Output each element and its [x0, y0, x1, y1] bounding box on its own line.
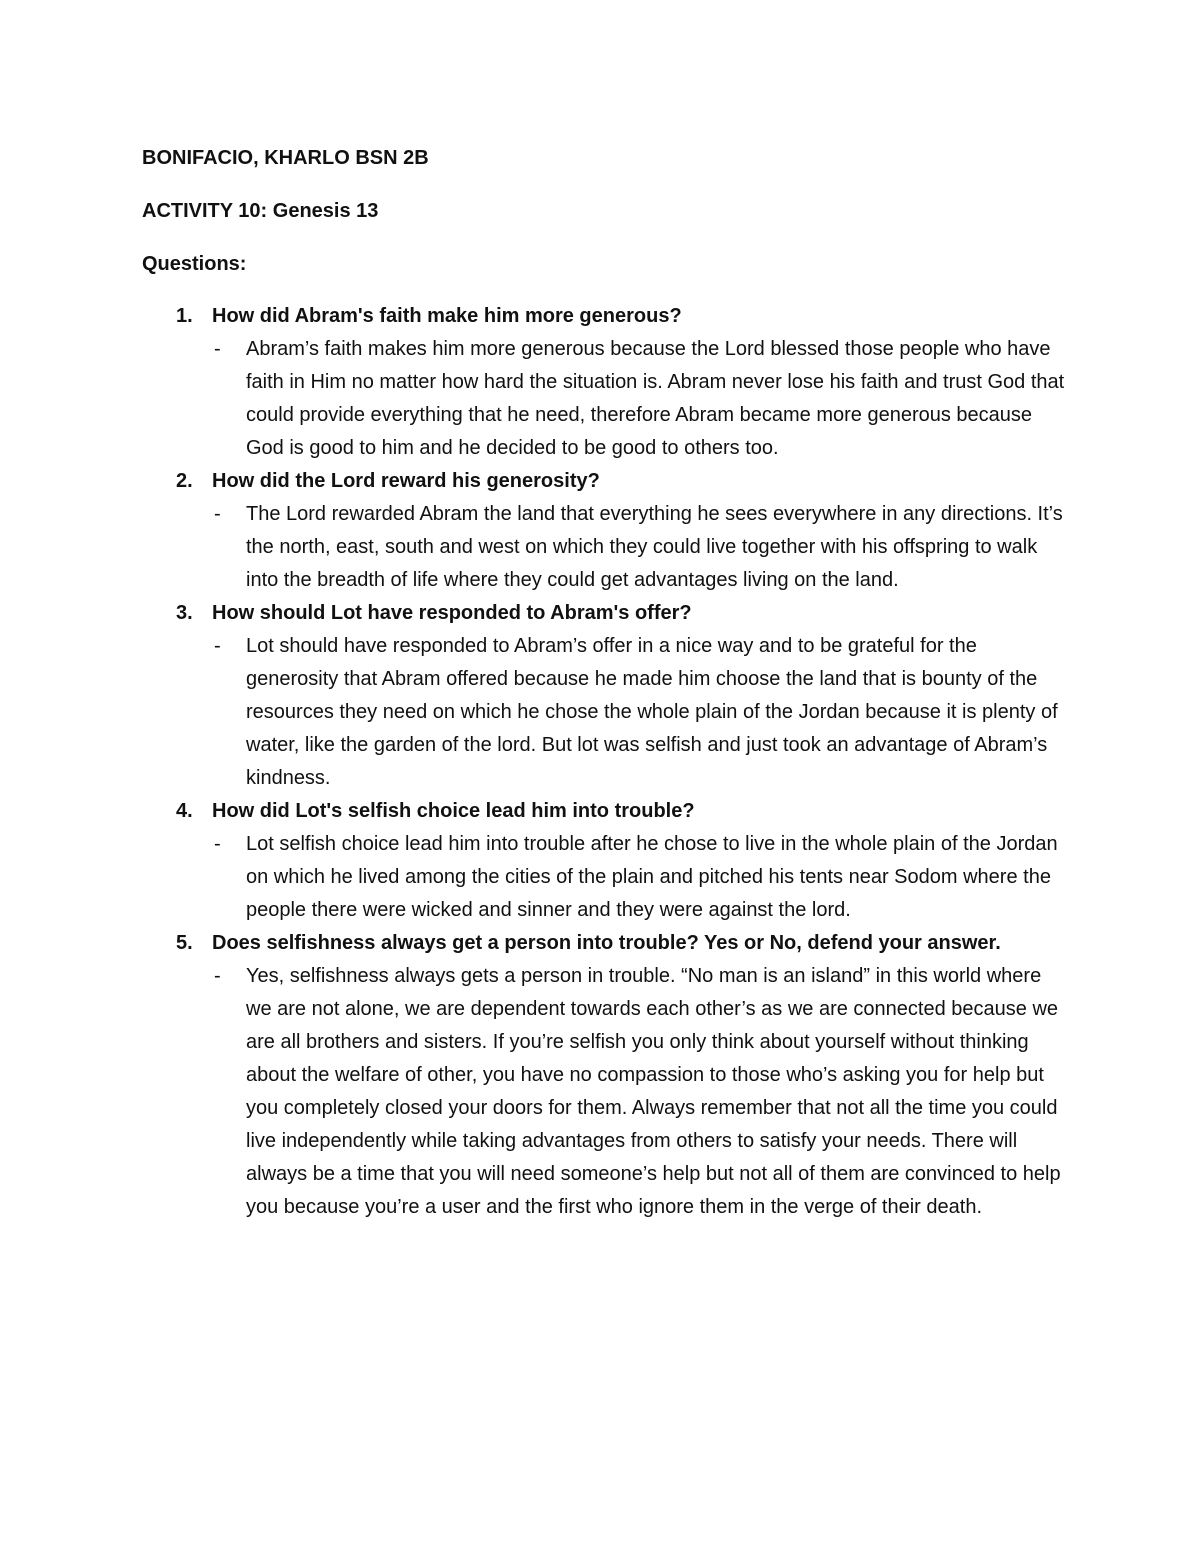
answer-text: Abram’s faith makes him more generous because the Lord blessed those people who have faith in Him no matter how hard the situation is. Abram never lose his faith and trust God that could provide everything that he need, therefore Abram became more generous because God is good to him and he decided to be good to others too.: [246, 338, 1065, 459]
question-heading: [142, 795, 1102, 828]
question-number: 1.: [176, 305, 193, 327]
question-text: Does selfishness always get a person into trouble? Yes or No, defend your answer.: [212, 932, 1001, 954]
question-heading: [142, 465, 1102, 498]
questions-heading: Questions:: [142, 253, 247, 275]
answer-block: [214, 630, 1066, 795]
question-text: How did Lot's selfish choice lead him into trouble?: [212, 800, 695, 822]
question-heading: [142, 927, 1102, 960]
question-number: 2.: [176, 470, 193, 492]
answer-text: Lot should have responded to Abram’s offer in a nice way and to be grateful for the generosity that Abram offered because he made him choose the land that is bounty of the resources they need on which he chose the whole plain of the Jordan because it is plenty of water, like the garden of the lord. But lot was selfish and just took an advantage of Abram’s kindness.: [246, 635, 1058, 789]
question-text: How should Lot have responded to Abram's offer?: [212, 602, 692, 624]
answer-block: [214, 828, 1066, 927]
question-text: How did the Lord reward his generosity?: [212, 470, 600, 492]
question-item-1: [142, 300, 1102, 465]
answer-block: [214, 333, 1066, 465]
activity-title: ACTIVITY 10: Genesis 13: [142, 200, 379, 222]
answer-dash: -: [214, 338, 221, 360]
question-number: 3.: [176, 602, 193, 624]
answer-dash: -: [214, 965, 221, 987]
answer-block: [214, 960, 1066, 1224]
question-item-5: [142, 927, 1102, 1224]
student-name-line: BONIFACIO, KHARLO BSN 2B: [142, 147, 429, 169]
question-list: [142, 300, 1102, 1224]
question-item-4: [142, 795, 1102, 927]
question-item-3: [142, 597, 1102, 795]
answer-dash: -: [214, 833, 221, 855]
question-item-2: [142, 465, 1102, 597]
question-heading: [142, 597, 1102, 630]
answer-dash: -: [214, 635, 221, 657]
answer-dash: -: [214, 503, 221, 525]
answer-text: Yes, selfishness always gets a person in trouble. “No man is an island” in this world where we are not alone, we are dependent towards each other’s as we are connected because we are all brothers and sisters. If you’re selfish you only think about yourself without thinking about the welfare of other, you have no compassion to those who’s asking you for help but you completely closed your doors for them. Always remember that not all the time you could live independently while taking advantages from others to satisfy your needs. There will always be a time that you will need someone’s help but not all of them are convinced to help you because you’re a user and the first who ignore them in the verge of their death.: [246, 965, 1061, 1218]
answer-block: [214, 498, 1066, 597]
question-number: 5.: [176, 932, 193, 954]
question-text: How did Abram's faith make him more generous?: [212, 305, 682, 327]
question-heading: [142, 300, 1102, 333]
answer-text: Lot selfish choice lead him into trouble after he chose to live in the whole plain of the Jordan on which he lived among the cities of the plain and pitched his tents near Sodom where the people there were wicked and sinner and they were against the lord.: [246, 833, 1058, 921]
answer-text: The Lord rewarded Abram the land that everything he sees everywhere in any directions. It’s the north, east, south and west on which they could live together with his offspring to walk into the breadth of life where they could get advantages living on the land.: [246, 503, 1063, 591]
question-number: 4.: [176, 800, 193, 822]
